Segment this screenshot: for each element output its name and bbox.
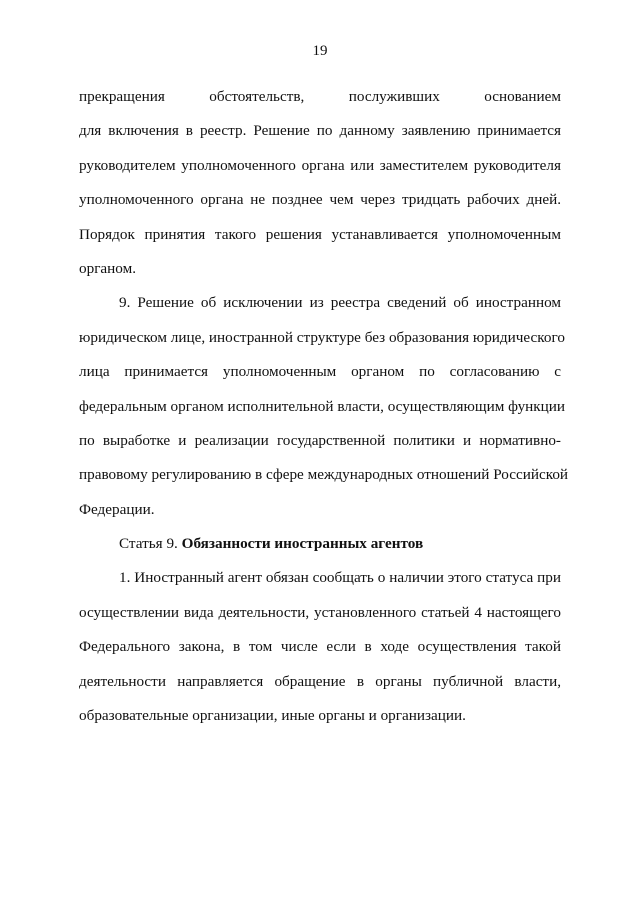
document-body xyxy=(79,80,569,733)
article-title: Обязанности иностранных агентов xyxy=(181,535,424,553)
text-line: лица принимается уполномоченным органом по согласованию с xyxy=(79,363,561,381)
text-line: уполномоченного органа не позднее чем через тридцать рабочих дней. xyxy=(79,191,561,209)
text-line: органом. xyxy=(79,259,136,277)
text-line: юридическом лице, иностранной структуре без образования юридического xyxy=(79,328,565,346)
text-line: Федерального закона, в том числе если в ходе осуществления такой xyxy=(79,638,561,656)
paragraph-continuation xyxy=(79,80,561,286)
article-number: Статья 9. xyxy=(119,535,182,553)
article-heading xyxy=(79,527,561,561)
text-line: по выработке и реализации государственной политики и нормативно- xyxy=(79,431,561,449)
text-line: 9. Решение об исключении из реестра сведений об иностранном xyxy=(119,294,561,312)
text-line: деятельности направляется обращение в органы публичной власти, xyxy=(79,672,561,690)
text-line: Федерации. xyxy=(79,500,155,518)
text-line: прекращения обстоятельств, послуживших основанием xyxy=(79,88,561,105)
paragraph-item-1 xyxy=(79,561,561,733)
text-line: правовому регулированию в сфере международных отношений Российской xyxy=(79,466,569,484)
text-line: Порядок принятия такого решения устанавливается уполномоченным xyxy=(79,225,561,243)
text-line: для включения в реестр. Решение по данному заявлению принимается xyxy=(79,122,561,140)
text-line: осуществлении вида деятельности, установленного статьей 4 настоящего xyxy=(79,603,561,621)
paragraph-item-9 xyxy=(79,286,569,527)
text-line: руководителем уполномоченного органа или заместителем руководителя xyxy=(79,156,561,174)
text-line: 1. Иностранный агент обязан сообщать о наличии этого статуса при xyxy=(119,569,561,587)
text-line: федеральным органом исполнительной власти, осуществляющим функции xyxy=(79,397,566,415)
text-line: образовательные организации, иные органы и организации. xyxy=(79,707,466,725)
page-number: 19 xyxy=(312,43,328,59)
